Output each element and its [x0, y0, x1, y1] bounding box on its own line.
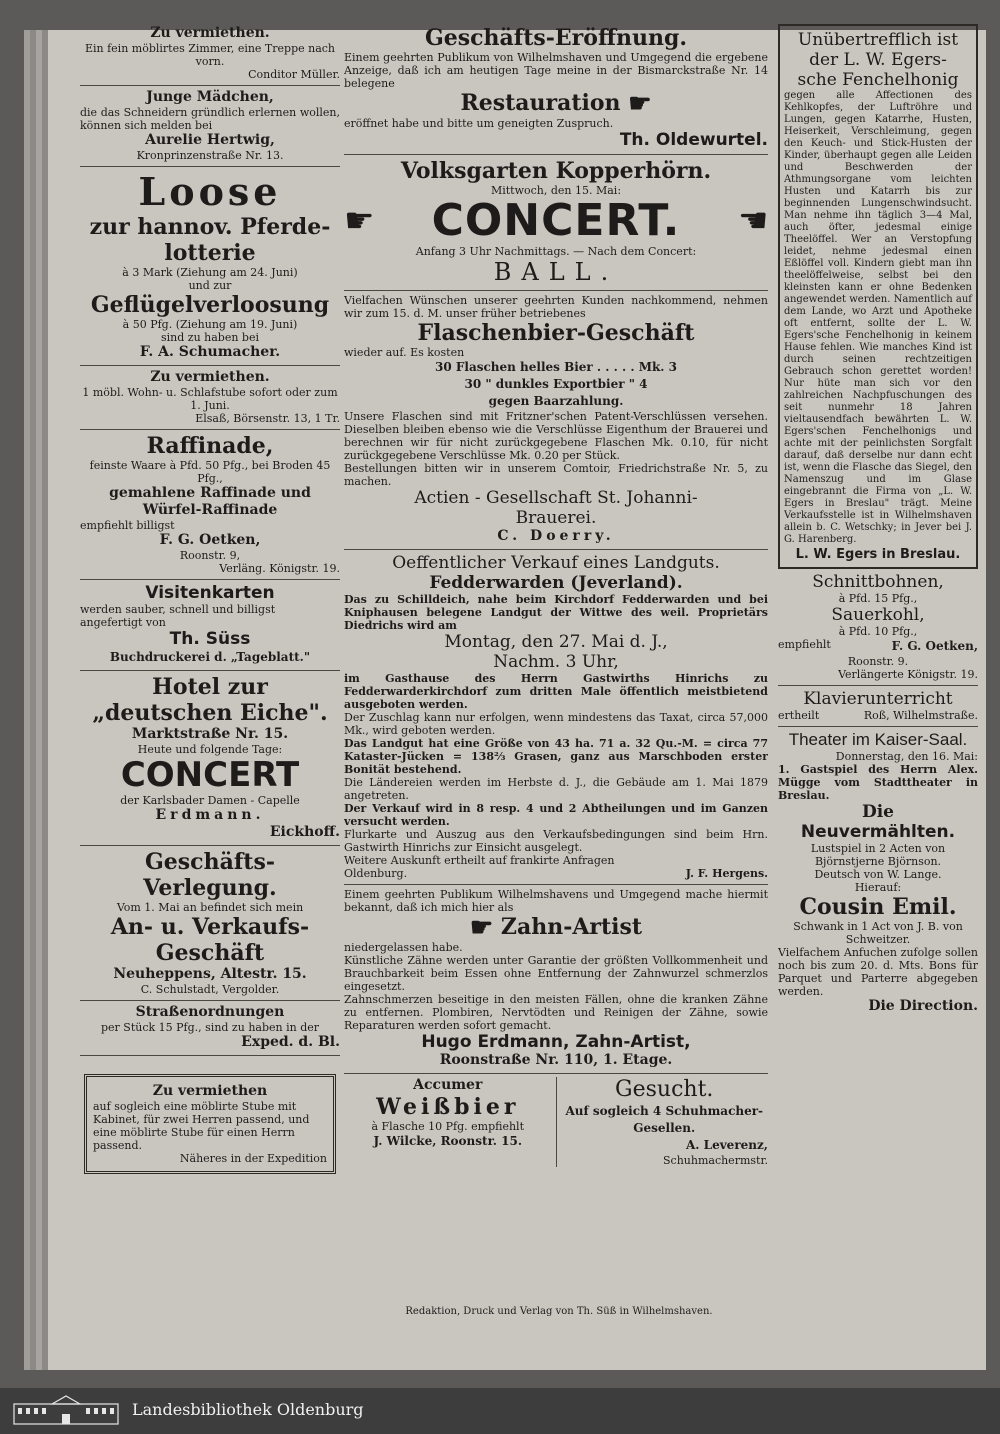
ad-signature: C. Schulstadt, Vergolder.	[140, 983, 280, 996]
play-title: Neuvermählten.	[800, 822, 956, 842]
ad-rooms-mueller	[80, 22, 340, 86]
ad-signature: Hugo Erdmann, Zahn-Artist,	[421, 1032, 691, 1052]
ad-subtitle: Accumer	[413, 1077, 483, 1093]
pointing-hand-icon: ☛	[469, 913, 494, 943]
ad-body: Ein fein möblirtes Zimmer, eine Treppe nach vorn.	[84, 42, 336, 68]
ad-signature: J. F. Hergens.	[685, 867, 768, 880]
ball-heading: BALL.	[493, 258, 619, 286]
ad-text: Schwank in 1 Act von J. B. von Schweitzer.	[793, 920, 963, 946]
ad-signature: F. G. Oetken,	[159, 532, 261, 548]
ad-hotel-eiche	[80, 671, 340, 846]
concert-heading: CONCERT.	[431, 195, 681, 246]
ad-body: Bestellungen bitten wir in unserem Comtoir, Friedrichstraße Nr. 5, zu machen.	[344, 462, 768, 488]
ad-boxed-vermiethen	[80, 1056, 340, 1184]
ad-title: Junge Mädchen,	[146, 89, 274, 105]
ad-body: per Stück 15 Pfg., sind zu haben in der	[100, 1021, 319, 1034]
page-stack-edge	[30, 40, 44, 1370]
ad-text: Heute und folgende Tage:	[137, 743, 283, 756]
ad-geschaefts-eroeffnung	[344, 22, 768, 155]
ad-title: Verlegung.	[143, 875, 277, 901]
ad-title: Loose	[138, 169, 282, 214]
ad-text: wieder auf. Es kosten	[344, 346, 465, 359]
ad-title: Zahn-Artist	[500, 914, 643, 940]
ad-text: feinste Waare à Pfd. 50 Pfg., bei Broden 45 Pfg.,	[89, 459, 331, 485]
ad-fenchelhonig	[778, 24, 978, 569]
ad-schnittbohnen	[778, 569, 978, 686]
ad-price: à 50 Pfg. (Ziehung am 19. Juni)	[122, 318, 298, 331]
ad-signature: A. Leverenz,	[685, 1138, 768, 1152]
ad-signature: Die Direction.	[868, 998, 978, 1014]
ad-title: Flaschenbier-Geschäft	[417, 320, 695, 346]
ad-zahn-artist	[344, 885, 768, 1074]
ad-title: Gesucht.	[615, 1077, 714, 1102]
ad-text: Lustspiel in 2 Acten von Björnstjerne Björnson.	[810, 842, 946, 868]
ad-body: Einem geehrten Publikum von Wilhelmshaven und Umgegend die ergebene Anzeige, daß ich am heutigen Tage meine in der Bismarckstraße Nr. 14 belegene	[344, 51, 768, 90]
ad-name: Th. Süss	[169, 629, 251, 649]
ad-line: lotterie	[164, 240, 256, 266]
ad-body: Der Verkauf wird in 8 resp. 4 und 2 Abtheilungen und im Ganzen versucht werden.	[344, 802, 768, 828]
pointing-hand-icon: ☛	[344, 200, 375, 241]
ad-line: Geflügelverloosung	[90, 292, 330, 318]
ad-text: Deutsch von W. Lange.	[814, 868, 942, 881]
ad-date: Montag, den 27. Mai d. J.,	[444, 632, 668, 652]
column-1	[80, 22, 340, 1338]
price-item: gegen Baarzahlung.	[488, 394, 624, 408]
ad-body: Vielfachem Anfuchen zufolge sollen noch bis zum 20. d. Mts. Bons für Parquet und Parterre abgegeben werden.	[778, 946, 978, 998]
ad-title: Geschäfts-	[145, 849, 275, 875]
ad-address: Roonstr. 9,	[179, 549, 241, 562]
ad-body: Die Ländereien werden im Herbste d. J., die Gebäude am 1. Mai 1879 angetreten.	[344, 776, 768, 802]
ad-title: Volksgarten Kopperhörn.	[400, 158, 712, 184]
ad-subtitle: Schuhmachermstr.	[663, 1154, 768, 1167]
ad-date: Donnerstag, den 16. Mai:	[835, 750, 978, 763]
price-item: 30 Flaschen helles Bier . . . . . Mk. 3	[434, 360, 677, 374]
ad-klavierunterricht	[778, 686, 978, 727]
library-building-icon	[12, 1394, 120, 1426]
imprint-footer: Redaktion, Druck und Verlag von Th. Süß in Wilhelmshaven.	[405, 1306, 713, 1317]
ad-body: 1 möbl. Wohn- u. Schlafstube sofort oder zum 1. Juni.	[82, 386, 338, 412]
ad-gesucht	[557, 1077, 769, 1167]
ad-address: Neuheppens, Altestr. 15.	[113, 966, 307, 982]
ad-title: Klavierunterricht	[803, 689, 953, 709]
ad-loose	[80, 167, 340, 366]
ad-body: Vielfachen Wünschen unserer geehrten Kunden nachkommend, nehmen wir zum 15. d. M. unser früher betriebenes	[344, 294, 768, 320]
ad-title: Unübertrefflich ist	[797, 30, 959, 50]
ad-title: Zu vermiethen.	[150, 369, 270, 385]
ad-signature: L. W. Egers in Breslau.	[795, 547, 961, 562]
ad-text: à Flasche 10 Pfg. empfiehlt	[371, 1120, 524, 1133]
ad-price: à 3 Mark (Ziehung am 24. Juni)	[122, 266, 298, 279]
ad-text: niedergelassen habe.	[344, 941, 463, 954]
ad-address: Kronprinzenstraße Nr. 13.	[136, 149, 284, 162]
ad-body: Das zu Schilldeich, nahe beim Kirchdorf Fedderwarden und bei Kniphausen belegene Landgut der Wittwe des weil. Proprietärs Diedrichs wird am	[344, 593, 768, 632]
ad-title: Straßenordnungen	[135, 1004, 285, 1020]
ad-signature: J. Wilcke, Roonstr. 15.	[373, 1134, 523, 1148]
ad-strassenordnungen	[80, 1001, 340, 1056]
ad-address: Elsaß, Börsenstr. 13, 1 Tr.	[195, 412, 340, 425]
ad-title: Sauerkohl,	[831, 605, 925, 625]
ad-signature: C. Doerry.	[497, 528, 615, 544]
ad-body: auf sogleich eine möblirte Stube mit Kabinet, für zwei Herren passend, und eine möblirte Stube für einen Herrn passend.	[93, 1100, 310, 1152]
ad-weissbier	[344, 1077, 557, 1167]
ad-row-bottom	[344, 1074, 768, 1171]
ad-address: Verlängerte Königstr. 19.	[838, 668, 978, 681]
ad-title: Brauerei.	[515, 508, 597, 528]
library-name: Landesbibliothek Oldenburg	[132, 1400, 364, 1419]
ad-signature: Roß, Wilhelmstraße.	[863, 709, 978, 722]
concert-heading: CONCERT	[120, 755, 300, 795]
ad-text: und zur	[188, 279, 232, 292]
ad-title: Schnittbohnen,	[812, 572, 944, 592]
ad-title: Actien - Gesellschaft St. Johanni-	[414, 488, 698, 508]
ad-body: Auf sogleich 4 Schuhmacher-Gesellen.	[565, 1104, 764, 1135]
ad-date: Mittwoch, den 15. Mai:	[490, 184, 622, 197]
ad-body: Flurkarte und Auszug aus den Verkaufsbedingungen sind beim Hrn. Gastwirth Hinrichs zur Einsicht ausgelegt.	[344, 828, 768, 854]
price-item: 30 " dunkles Exportbier " 4	[464, 377, 648, 391]
ad-signature: Th. Oldewurtel.	[619, 130, 768, 150]
ad-address: Verläng. Königstr. 19.	[219, 562, 340, 575]
ad-text: der Karlsbader Damen - Capelle	[120, 794, 300, 807]
ad-geschaeftsverlegung	[80, 846, 340, 1001]
ad-signature: Exped. d. Bl.	[241, 1034, 340, 1050]
ad-landgut-verkauf	[344, 550, 768, 885]
ad-title: der L. W. Egers-	[809, 50, 947, 70]
ad-text: empfiehlt billigst	[80, 519, 175, 532]
ad-body: Unsere Flaschen sind mit Fritzner'schen Patent-Verschlüssen versehen. Dieselben bleiben ebenso wie die Verschlüsse Eigenthum der Brauerei und berechnen wir für nicht zurückgegebene Flaschen Mk. 0.10, für nicht zurückgegebene Verschlüsse Mk. 0.20 per Stück.	[344, 410, 768, 462]
ad-body: Zahnschmerzen beseitige in den meisten Fällen, ohne die kranken Zähne zu entfernen. Plombiren, Nervtödten und Reinigen der Zähne, sowie Reparaturen werden sofort gemacht.	[344, 993, 768, 1032]
ad-body: Weitere Auskunft ertheilt auf frankirte Anfragen	[344, 854, 615, 867]
ad-flaschenbier	[344, 291, 768, 550]
ad-text: Hierauf:	[854, 881, 902, 894]
ad-text: Anfang 3 Uhr Nachmittags. — Nach dem Concert:	[415, 245, 697, 258]
ad-body: eröffnet habe und bitte um geneigten Zuspruch.	[344, 117, 614, 130]
library-bar	[0, 1388, 1000, 1434]
ad-title: Zu vermiethen	[152, 1083, 268, 1099]
ad-subtitle: Buchdruckerei d. „Tageblatt."	[109, 650, 311, 664]
ad-visitenkarten	[80, 580, 340, 671]
ad-text: gemahlene Raffinade und Würfel-Raffinade	[109, 485, 311, 518]
ad-body: gegen alle Affectionen des Kehlkopfes, der Luftröhre und Lungen, gegen Katarrhe, Husten, Heiserkeit, Verschleimung, gegen den Keuch- und Stick-Husten der Kinder, überhaupt gegen alle Leiden und Beschwerden der Athmungsorgane vom leichten Husten und Katarrh bis zur beginnenden Lungenschwindsucht. Man nehme ihn täglich 3—4 Mal, auch öfter, jedesmal einige Theelöffel. Wer an Verstopfung leidet, nehme jedesmal einen Eßlöffel voll. Kindern giebt man ihn theelöffelweise, selbst bei den kleinsten kann er ohne Bedenken angewendet werden. Namentlich auf dem Lande, wo Arzt und Apotheke oft entfernt, sollte der L. W. Egers'sche Fenchelhonig in keinem Hause fehlen. Wie manches Kind ist durch seinen rechtzeitigen Gebrauch schon gerettet worden! Nur hüte man sich vor den zahlreichen Nachpfuschungen des seit nunmehr 18 Jahren vieltausendfach bewährten L. W. Egers'schen Fenchelhonigs und achte mit der peinlichsten Sorgfalt darauf, daß derselbe nur dann echt ist, wenn die Flasche das Siegel, den Namenszug und im Glase eingebrannt die Firma von „L. W. Egers in Breslau" trägt. Meine Verkaufsstelle ist in Wilhelmshaven allein b. C. Wetschky; in Jever bei J. G. Harenberg.	[784, 90, 972, 545]
ad-name: Aurelie Hertwig,	[145, 132, 275, 148]
ad-title: „deutschen Eiche".	[92, 700, 328, 726]
ad-title: An- u. Verkaufs-	[110, 914, 310, 940]
ad-title: Geschäfts-Eröffnung.	[424, 25, 688, 51]
ad-text: Erdmann.	[155, 807, 265, 823]
ad-volksgarten	[344, 155, 768, 291]
ad-title: Hotel zur	[152, 674, 268, 700]
ad-signature: Näheres in der Expedition	[179, 1152, 327, 1165]
ad-place: Fedderwarden (Jeverland).	[429, 573, 683, 593]
column-3	[778, 22, 978, 1338]
ad-price: à Pfd. 15 Pfg.,	[838, 592, 918, 605]
ad-body: Der Zuschlag kann nur erfolgen, wenn mindestens das Taxat, circa 57,000 Mk., wird geboten werden.	[344, 711, 768, 737]
ad-address: Marktstraße Nr. 15.	[131, 726, 289, 742]
ad-body: 1. Gastspiel des Herrn Alex. Mügge vom Stadttheater in Breslau.	[778, 763, 978, 802]
ad-body: im Gasthause des Herrn Gastwirths Hinrichs zu Fedderwarderkirchdorf zum dritten Male öffentlich meistbietend ausgeboten werden.	[344, 672, 768, 711]
ad-location: Oldenburg.	[344, 867, 408, 880]
ad-title: Oeffentlicher Verkauf eines Landguts.	[392, 553, 720, 573]
ad-title: Weißbier	[376, 1094, 520, 1120]
ad-signature: Conditor Müller.	[248, 68, 340, 81]
ad-signature: Eickhoff.	[269, 824, 340, 840]
ad-title: Geschäft	[155, 940, 265, 966]
ad-raffinade	[80, 430, 340, 580]
ad-junge-maedchen	[80, 86, 340, 167]
ad-text: empfiehlt	[778, 638, 831, 651]
ad-text: Vom 1. Mai an befindet sich mein	[116, 901, 304, 914]
column-2	[344, 22, 768, 1338]
ad-body: Künstliche Zähne werden unter Garantie der größten Vollkommenheit und Brauchbarkeit beim Essen ohne Entfernung der Zahnwurzel schmerzlos eingesetzt.	[344, 954, 768, 993]
ad-wohnstube	[80, 366, 340, 430]
ad-title: Theater im Kaiser-Saal.	[788, 730, 968, 749]
ad-body: Das Landgut hat eine Größe von 43 ha. 71 a. 32 Qu.-M. = circa 77 Kataster-Jücken = 138⅔ Grasen, ganz aus Marschboden erster Bonität bestehend.	[344, 737, 768, 776]
ad-title: Restauration	[460, 90, 621, 116]
ad-body: die das Schneidern gründlich erlernen wollen, können sich melden bei	[80, 106, 340, 132]
ad-address: Roonstraße Nr. 110, 1. Etage.	[439, 1052, 673, 1068]
ad-frame	[84, 1074, 336, 1174]
ad-title: Raffinade,	[146, 433, 274, 459]
ad-signature: F. G. Oetken,	[891, 639, 978, 653]
ad-time: Nachm. 3 Uhr,	[493, 652, 619, 672]
ad-title: sche Fenchelhonig	[797, 70, 959, 90]
ad-text: ertheilt	[778, 709, 820, 722]
ad-address: Roonstr. 9.	[847, 655, 909, 668]
ad-theater	[778, 727, 978, 1019]
ad-text: Die	[861, 802, 895, 822]
pointing-hand-icon: ☛	[737, 200, 768, 241]
ad-body: werden sauber, schnell und billigst angefertigt von	[80, 603, 276, 629]
ad-signature: F. A. Schumacher.	[139, 344, 281, 360]
play-title: Cousin Emil.	[799, 894, 957, 920]
ad-text: sind zu haben bei	[160, 331, 259, 344]
ad-line: zur hannov. Pferde-	[89, 214, 331, 240]
ad-title: Visitenkarten	[145, 583, 275, 603]
ad-title: Zu vermiethen.	[150, 25, 270, 41]
pointing-hand-icon: ☛	[628, 89, 652, 119]
ad-price: à Pfd. 10 Pfg.,	[838, 625, 918, 638]
ad-body: Einem geehrten Publikum Wilhelmshavens und Umgegend mache hiermit bekannt, daß ich mich hier als	[344, 888, 768, 914]
